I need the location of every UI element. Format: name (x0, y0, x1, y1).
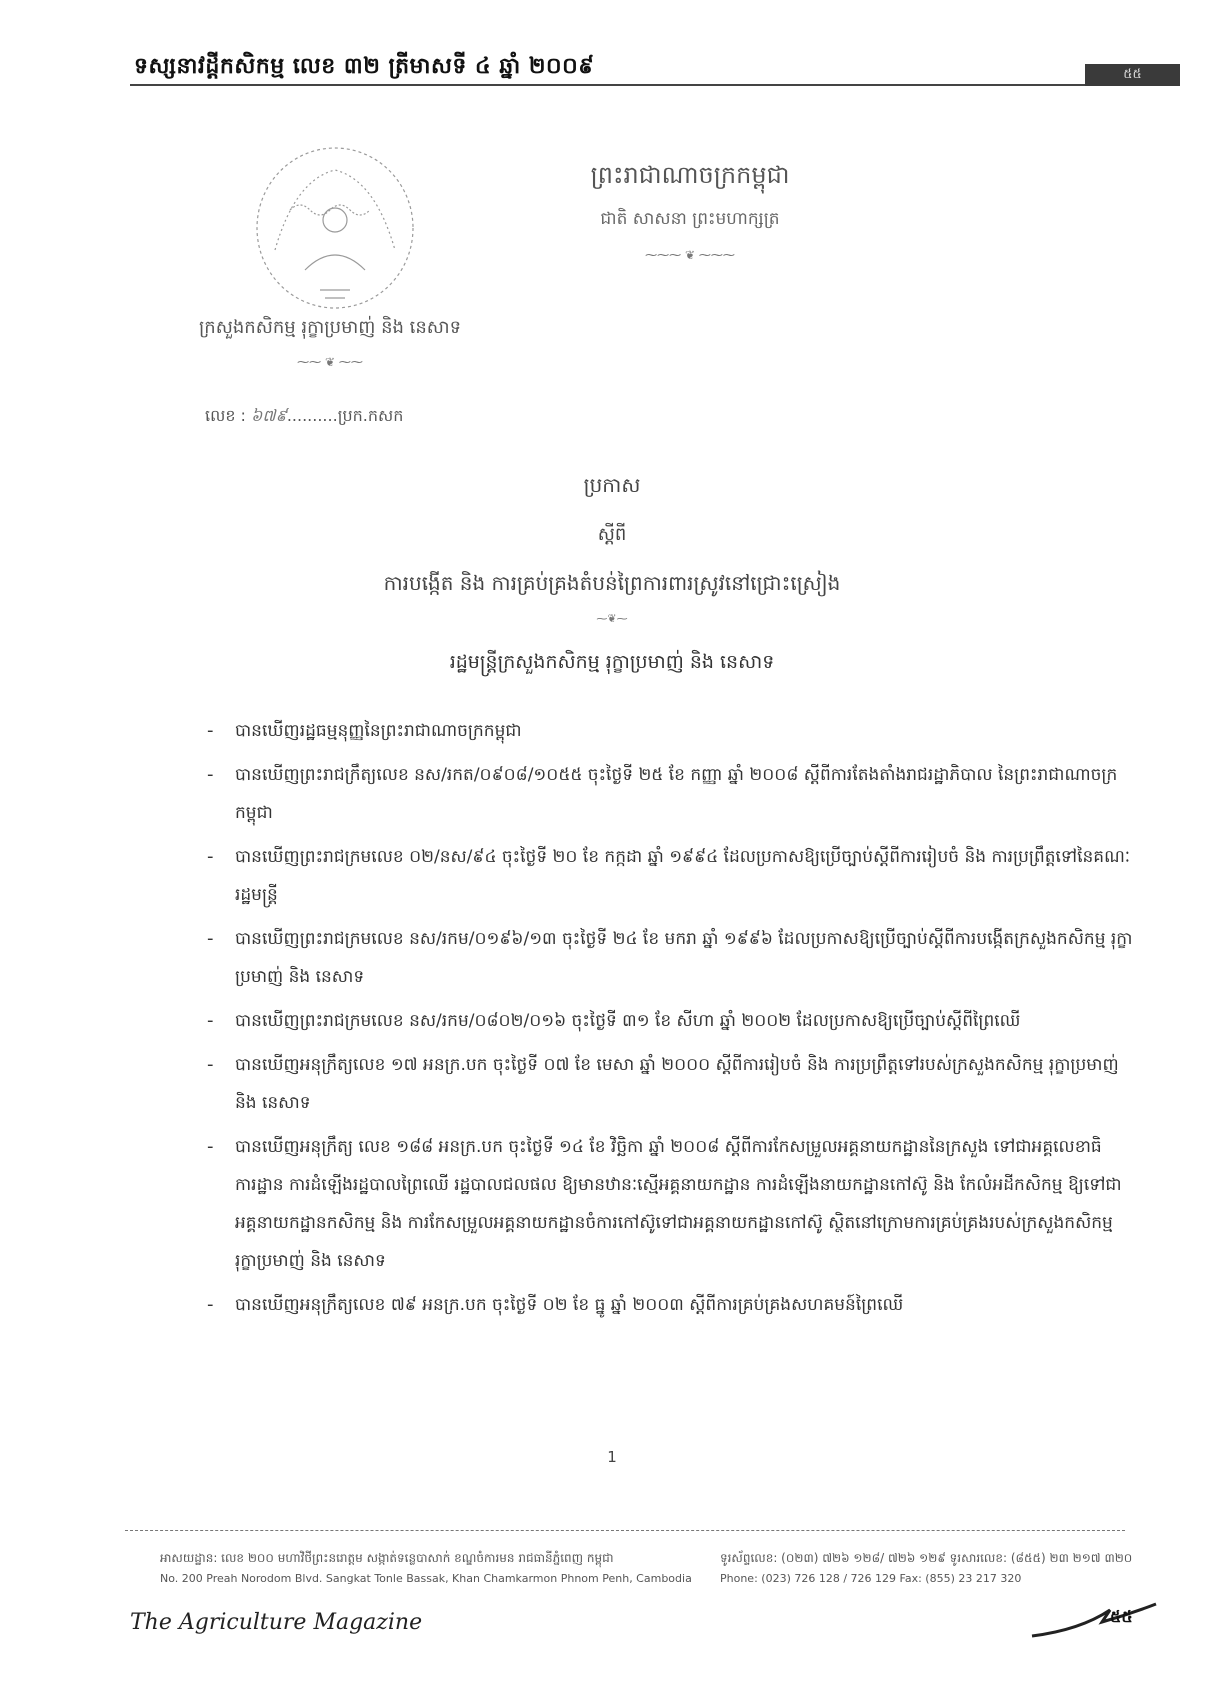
reference-number (205, 405, 403, 429)
list-item-text: បានឃើញអនុក្រឹត្យលេខ ៧៩ អនក្រ.បក ចុះថ្ងៃទី ០២ ខែ ធ្នូ ឆ្នាំ ២០០៣ ស្តីពីការគ្រប់គ្រងសហគមន៍ព្រៃឈើ (235, 1295, 904, 1315)
list-item-text: បានឃើញព្រះរាជក្រឹត្យលេខ នស/រកត/០៩០៨/១០៥៥ ចុះថ្ងៃទី ២៥ ខែ កញ្ញា ឆ្នាំ ២០០៨ ស្តីពីការតែងតាំងរាជរដ្ឋាភិបាល នៃព្រះរាជាណាចក្រកម្ពុជា (235, 765, 1118, 823)
page-tag: ៥៥ (1085, 64, 1180, 86)
footer-rule (125, 1530, 1125, 1531)
list-item-text: បានឃើញព្រះរាជក្រមលេខ នស/រកម/០១៩៦/១៣ ចុះថ្ងៃទី ២៤ ខែ មករា ឆ្នាំ ១៩៩៦ ដែលប្រកាសឱ្យប្រើច្បាប់ស្តីពីការបង្កើតក្រសួងកសិកម្ម រុក្ខាប្រមាញ់ និង នេសាទ (235, 929, 1133, 987)
list-item-text: បានឃើញអនុក្រឹត្យ លេខ ១៨៨ អនក្រ.បក ចុះថ្ងៃទី ១៤ ខែ វិច្ឆិកា ឆ្នាំ ២០០៨ ស្តីពីការកែសម្រួលអគ្គនាយកដ្ឋាននៃក្រសួង ទៅជាអគ្គលេខាធិការដ្ឋាន ការដំឡើងរដ្ឋបាលព្រៃឈើ រដ្ឋបាលជលផល ឱ្យមានឋានៈស្មើអគ្គនាយកដ្ឋាន ការដំឡើងនាយកដ្ឋានកៅស៊ូ និង កែលំអដីកសិកម្ម ឱ្យទៅជាអគ្គនាយកដ្ឋានកសិកម្ម និង ការកែសម្រួលអគ្គនាយកដ្ឋានចំការកៅស៊ូទៅជាអគ្គនាយកដ្ឋានកៅស៊ូ ស្ថិតនៅក្រោមការគ្រប់គ្រងរបស់ក្រសួងកសិកម្ម រុក្ខាប្រមាញ់ និង នេសាទ (235, 1137, 1122, 1271)
dash-bullet: - (207, 1136, 214, 1157)
list-item (207, 838, 1135, 914)
ministry-name: ក្រសួងកសិកម្ម រុក្ខាប្រមាញ់ និង នេសាទ (198, 317, 462, 338)
dash-bullet: - (207, 928, 214, 949)
header-rule (130, 84, 1120, 86)
list-item-text: បានឃើញព្រះរាជក្រមលេខ នស/រកម/០៨០២/០១៦ ចុះថ្ងៃទី ៣១ ខែ សីហា ឆ្នាំ ២០០២ ដែលប្រកាសឱ្យប្រើច្បាប់ស្តីពីព្រៃឈើ (235, 1011, 1021, 1031)
document-type: ប្រកាស (583, 473, 641, 497)
list-item (207, 1128, 1135, 1280)
considerations-list (207, 712, 1135, 1330)
document-about: ស្តីពី (597, 524, 627, 545)
ministry-seal-icon (235, 140, 435, 315)
ref-handwritten: ៦៧៩ (251, 406, 287, 425)
list-item (207, 756, 1135, 832)
list-item-text: បានឃើញអនុក្រឹត្យលេខ ១៧ អនក្រ.បក ចុះថ្ងៃទី ០៧ ខែ មេសា ឆ្នាំ ២០០០ ស្តីពីការរៀបចំ និង ការប្រព្រឹត្តទៅរបស់ក្រសួងកសិកម្ម រុក្ខាប្រមាញ់ និង នេសាទ (235, 1055, 1119, 1113)
list-item-text: បានឃើញរដ្ឋធម្មនុញ្ញនៃព្រះរាជាណាចក្រកម្ពុជា (235, 721, 522, 741)
footer-page-number: ៥៥ (1110, 1607, 1133, 1626)
ornament-divider-icon: ⁓⁓ ❦ ⁓⁓ (297, 355, 363, 369)
page-number: 1 (607, 1448, 617, 1466)
ornament-divider-icon: ⁓⁓⁓ ❦ ⁓⁓⁓ (645, 248, 735, 262)
minister-title: រដ្ឋមន្ត្រីក្រសួងកសិកម្ម រុក្ខាប្រមាញ់ និង នេសាទ (449, 651, 775, 673)
ornament-divider-icon: ⁓❦⁓ (596, 612, 628, 625)
footer-phone-en: Phone: (023) 726 128 / 726 129 Fax: (855) 23 217 320 (720, 1572, 1022, 1585)
dash-bullet: - (207, 1054, 214, 1075)
list-item (207, 712, 1135, 750)
dash-bullet: - (207, 1294, 214, 1315)
kingdom-title: ព្រះរាជាណាចក្រកម្ពុជា (590, 161, 790, 189)
magazine-name: The Agriculture Magazine (130, 1610, 423, 1635)
dash-bullet: - (207, 846, 214, 867)
dash-bullet: - (207, 764, 214, 785)
dash-bullet: - (207, 720, 214, 741)
running-header: ទស្សនាវដ្តីកសិកម្ម លេខ ៣២ ត្រីមាសទី ៤ ឆ្នាំ ២០០៩ (134, 54, 595, 79)
dash-bullet: - (207, 1010, 214, 1031)
list-item (207, 920, 1135, 996)
list-item (207, 1286, 1135, 1324)
ref-suffix: ..........ប្រក.កសក (286, 406, 404, 425)
ref-prefix: លេខ : (205, 406, 246, 425)
list-item-text: បានឃើញព្រះរាជក្រមលេខ ០២/នស/៩៤ ចុះថ្ងៃទី ២០ ខែ កក្កដា ឆ្នាំ ១៩៩៤ ដែលប្រកាសឱ្យប្រើច្បាប់ស្តីពីការរៀបចំ និង ការប្រព្រឹត្តទៅនៃគណៈរដ្ឋមន្ត្រី (235, 847, 1131, 905)
document-subject: ការបង្កើត និង ការគ្រប់គ្រងតំបន់ព្រៃការពារស្រូវនៅជ្រោះស្រៀង (383, 571, 841, 595)
footer-address-en: No. 200 Preah Norodom Blvd. Sangkat Tonle Bassak, Khan Chamkarmon Phnom Penh, Cambodia (160, 1572, 692, 1585)
footer-swoosh-icon (1030, 1600, 1160, 1640)
footer-address-km: អាសយដ្ឋាន: លេខ ២០០ មហាវិថីព្រះនរោត្តម សង្កាត់ទន្លេបាសាក់ ខណ្ឌចំការមន រាជធានីភ្នំពេញ កម្ពុជា (160, 1551, 614, 1565)
list-item (207, 1002, 1135, 1040)
national-motto: ជាតិ សាសនា ព្រះមហាក្សត្រ (600, 209, 780, 229)
list-item (207, 1046, 1135, 1122)
footer-phone-km: ទូរស័ព្ទលេខ: (០២៣) ៧២៦ ១២៨/ ៧២៦ ១២៩ ទូរសារលេខ: (៨៥៥) ២៣ ២១៧ ៣២០ (720, 1551, 1133, 1565)
